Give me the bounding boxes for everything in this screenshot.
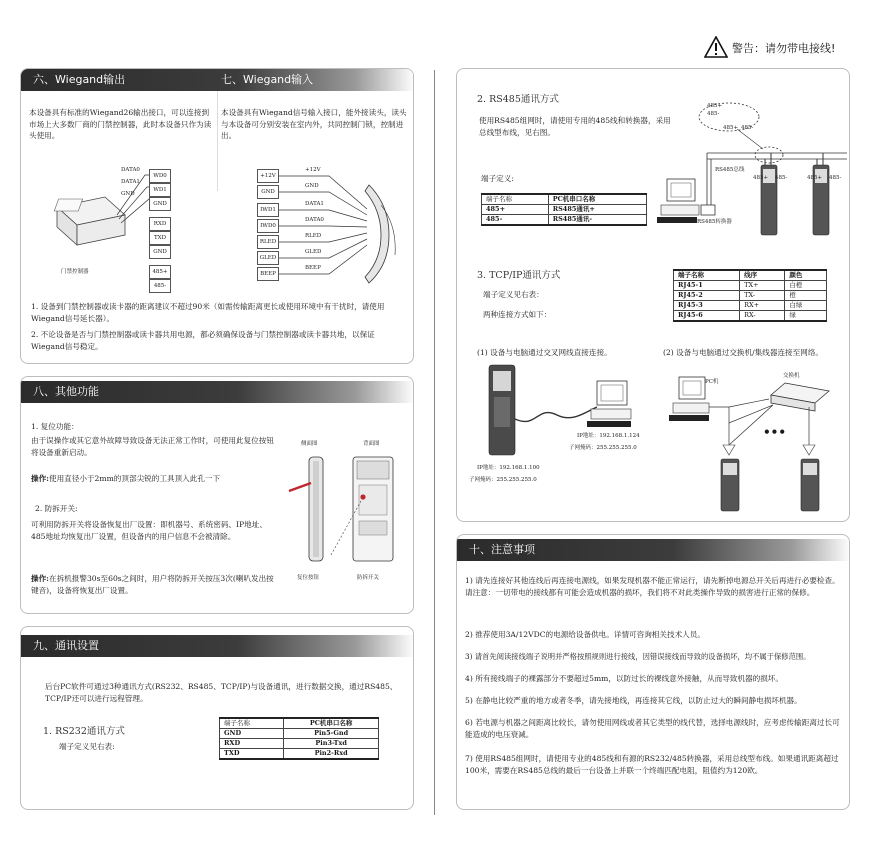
rs485-term: 485+ [707, 103, 723, 109]
tcp-cell: TX- [740, 291, 785, 301]
device-back-icon [331, 457, 393, 561]
rs485-term: 485- [741, 125, 754, 131]
rs485-term: 485+ [753, 175, 769, 181]
pc-icon [657, 179, 699, 223]
rs232-cell: Pin3-Txd [284, 739, 379, 749]
tcp-cell: RJ45-6 [674, 311, 740, 322]
reset-op-text: 使用直径小于2mm的顶部尖锐的工具顶入此孔一下 [49, 474, 221, 483]
panel-notes [456, 534, 850, 810]
note-item: 5) 在静电比较严重的地方或者冬季，请先接地线，再连接其它线，以防止过大的瞬间静电损坏机器。 [465, 696, 802, 705]
sec6-title: 六、Wiegand输出 [21, 69, 414, 91]
pc-label: PC机 [705, 379, 719, 385]
rs485-term: 485- [775, 175, 788, 181]
rs232-cell: TXD [220, 749, 284, 760]
reset-op-label: 操作: [31, 474, 49, 483]
tcp-way2: (2) 设备与电脑通过交换机/集线器连接至网络。 [663, 348, 824, 357]
tcp-def: 端子定义见右表： [483, 290, 544, 299]
out-pin: 485- [149, 279, 171, 293]
rs485-cell: 485- [482, 215, 549, 226]
rs485-bus-label: RS485总线 [715, 167, 745, 173]
rs485-th: PC机串口名称 [548, 194, 646, 205]
note-item: 2) 推荐使用3A/12VDC的电源给设备供电。详情可咨询相关技术人员。 [465, 630, 705, 639]
in-pin: RLED [257, 235, 279, 249]
rs485-title: 2. RS485通讯方式 [477, 94, 559, 105]
in-wire-label: GND [305, 183, 319, 189]
tcp-cell: 绿 [785, 311, 827, 322]
rs485-term: 485+ [807, 175, 823, 181]
switch-label: 交换机 [783, 373, 800, 379]
controller-box-icon [54, 197, 125, 245]
sec7-title: 七、Wiegand输入 [221, 73, 314, 86]
rs232-table [219, 717, 379, 760]
rs485-term: 485- [829, 175, 842, 181]
column-divider [434, 70, 435, 815]
note-1: 1. 设备到门禁控制器或读卡器的距离建议不超过90米（如需传输距离更长或使用环境中有干扰时，请使用Wiegand信号延长器）。 [31, 302, 385, 323]
tcp-ways: 两种连接方式如下： [483, 310, 552, 319]
panel-other [20, 376, 414, 614]
rs485-cell: RS485通讯+ [548, 205, 646, 215]
pc-icon [587, 381, 631, 427]
warning-banner [704, 36, 864, 60]
rs232-title: 1. RS232通讯方式 [43, 726, 125, 737]
sec6-body: 本设备具有标准的Wiegand26输出接口，可以连接到市场上大多数厂商的门禁控制器，此时本设备只作为读头使用。 [29, 108, 212, 140]
tcp-table [673, 269, 827, 322]
wiegand-input-diagram [279, 165, 409, 289]
panel-comm [20, 626, 414, 810]
reader-icon [761, 153, 829, 235]
rs232-th: PC机串口名称 [284, 718, 379, 729]
side-view-label: 侧面图 [301, 441, 318, 447]
rs232-th: 端子名称 [220, 718, 284, 729]
panel-rs485-tcp [456, 68, 850, 522]
tamper-title: 2. 防拆开关: [35, 504, 78, 513]
tcp-cell: 橙 [785, 291, 827, 301]
in-wire-label: GLED [305, 249, 322, 255]
card-reader-icon [365, 185, 395, 283]
sec8-title: 八、其他功能 [21, 381, 414, 403]
sec6-header-divider [217, 91, 218, 191]
rs232-cell: GND [220, 729, 284, 739]
tcp-cell: 白绿 [785, 301, 827, 311]
in-pin: +12V [257, 169, 279, 183]
dev-mask: 子网掩码：255.255.255.0 [469, 477, 537, 483]
out-pin: WD0 [149, 169, 171, 183]
out-pin: RXD [149, 217, 171, 231]
rs232-cell: RXD [220, 739, 284, 749]
tcp-switch-diagram [669, 361, 849, 513]
out-pin: TXD [149, 231, 171, 245]
tamper-op-text: 在拆机报警30s至60s之间时，用户将防拆开关按压3次(喇叭发出按键音)，设备将恢复出厂设置。 [31, 574, 274, 595]
tcp-cell: RX+ [740, 301, 785, 311]
in-pin: GLED [257, 251, 279, 265]
rs232-cell: Pin5-Gnd [284, 729, 379, 739]
wire-gnd: GND [121, 191, 135, 197]
wire-data1: DATA1 [121, 179, 140, 185]
reset-button-label: 复位按钮 [297, 575, 320, 581]
note-2: 2. 不论设备是否与门禁控制器或读卡器共用电源，都必须确保设备与门禁控制器或读卡器共地，以保证Wiegand信号稳定。 [31, 330, 375, 351]
note-item: 1) 请先连接好其他连线后再连接电源线，如果发现机器不能正常运行，请先断掉电源总开关后再进行必要检查。请注意：一切带电的接线都有可能会造成机器的损坏，我们将不对此类操作导致的损害进行正常的保修。 [465, 576, 840, 597]
rs485-cell: RS485通讯- [548, 215, 646, 226]
device-views-diagram [283, 451, 403, 569]
in-pin: IWD1 [257, 203, 279, 217]
tcp-th: 颜色 [785, 270, 827, 281]
note-item: 6) 若电源与机器之间距离比较长，请勿使用网线或者其它类型的线代替，选择电源线时，应考虑传输距离过长可能造成的电压衰减。 [465, 718, 840, 739]
in-wire-label: +12V [305, 167, 321, 173]
tamper-op-label: 操作: [31, 574, 49, 583]
note-item: 3) 请首先阅读接线端子说明并严格按照规则进行接线，因错误接线而导致的设备损坏，均不属于保修范围。 [465, 652, 811, 661]
rs485-network-diagram [657, 95, 849, 245]
sec7-body: 本设备具有Wiegand信号输入接口，能外接读头，读头与本设备可分别安装在室内外，共同控制门锁，控制进出。 [221, 108, 407, 140]
rs485-converter-label: RS485转换器 [697, 219, 732, 225]
out-pin: GND [149, 245, 171, 259]
terminal-device-icon [721, 459, 819, 511]
tcp-th: 端子名称 [674, 270, 740, 281]
tcp-cell: RJ45-1 [674, 281, 740, 291]
out-pin: GND [149, 197, 171, 211]
in-pin: GND [257, 185, 279, 199]
rs485-term: 485+ [723, 125, 739, 131]
tamper-switch-label: 防拆开关 [357, 575, 380, 581]
switch-icon [771, 383, 829, 411]
out-pin: WD1 [149, 183, 171, 197]
tamper-op [31, 573, 275, 596]
sec9-body: 后台PC软件可通过3种通讯方式(RS232、RS485、TCP/IP)与设备通讯，进行数据交换，通过RS485、TCP/IP还可以进行远程管理。 [45, 682, 398, 703]
rs232-def: 端子定义见右表: [59, 742, 115, 751]
warning-icon [704, 36, 728, 58]
tcp-cell: RJ45-2 [674, 291, 740, 301]
note-item: 7) 使用RS485组网时，请使用专业的485线和有源的RS232/485转换器，采用总线型布线。如果通讯距离超过100米，需要在RS485总线的最后一台设备上并联一个终端匹配电阻，阻值约为120欧。 [465, 754, 839, 775]
tcp-way1: (1) 设备与电脑通过交叉网线直接连接。 [477, 348, 612, 357]
warning-text: 警告：请勿带电接线! [732, 42, 836, 55]
tcp-cell: 白橙 [785, 281, 827, 291]
rs485-def: 端子定义: [481, 174, 514, 183]
rs485-table [481, 193, 647, 226]
tcp-cell: RJ45-3 [674, 301, 740, 311]
rs485-th: 端子名称 [482, 194, 549, 205]
reset-title: 1. 复位功能： [31, 422, 79, 431]
rs485-body: 使用RS485组网时，请使用专用的485线和转换器，采用总线型布线，见右图。 [479, 116, 671, 137]
sec10-title: 十、注意事项 [457, 539, 850, 561]
in-wire-label: RLED [305, 233, 322, 239]
in-pin: BEEP [257, 267, 279, 281]
rs485-cell: 485+ [482, 205, 549, 215]
terminal-device-icon [489, 365, 515, 455]
back-view-label: 背面图 [363, 441, 380, 447]
in-wire-label: BEEP [305, 265, 321, 271]
tcp-cell: TX+ [740, 281, 785, 291]
rs485-term: 485- [707, 111, 720, 117]
tcp-title: 3. TCP/IP通讯方式 [477, 270, 561, 281]
pc-icon [669, 377, 709, 421]
reset-op [31, 473, 275, 485]
in-wire-label: DATA1 [305, 201, 324, 207]
pc-mask: 子网掩码：255.255.255.0 [569, 445, 637, 451]
controller-label: 门禁控制器 [61, 269, 89, 275]
in-wire-label: DATA0 [305, 217, 324, 223]
dev-ip: IP地址：192.168.1.100 [477, 465, 540, 471]
out-pin: 485+ [149, 265, 171, 279]
reset-body: 由于误操作或其它意外故障导致设备无法正常工作时，可使用此复位按钮将设备重新启动。 [31, 436, 274, 457]
pc-ip: IP地址：192.168.1.124 [577, 433, 640, 439]
wire-data0: DATA0 [121, 167, 140, 173]
in-pin: IWD0 [257, 219, 279, 233]
tamper-body: 可利用防拆开关将设备恢复出厂设置：即机器号、系统密码、IP地址、485地址均恢复出厂设置，但设备内的用户信息不会被清除。 [31, 520, 267, 541]
note-item: 4) 所有接线端子的裸露部分不要超过5mm，以防过长的裸线意外接触，从而导致机器的损坏。 [465, 674, 783, 683]
device-side-icon [289, 457, 323, 561]
more-devices-dots: ••• [763, 425, 787, 439]
panel-wiegand [20, 68, 414, 364]
tcp-th: 线序 [740, 270, 785, 281]
sec9-title: 九、通讯设置 [21, 635, 414, 657]
converter-icon [701, 205, 715, 215]
rs232-cell: Pin2-Rxd [284, 749, 379, 760]
tcp-cell: RX- [740, 311, 785, 322]
